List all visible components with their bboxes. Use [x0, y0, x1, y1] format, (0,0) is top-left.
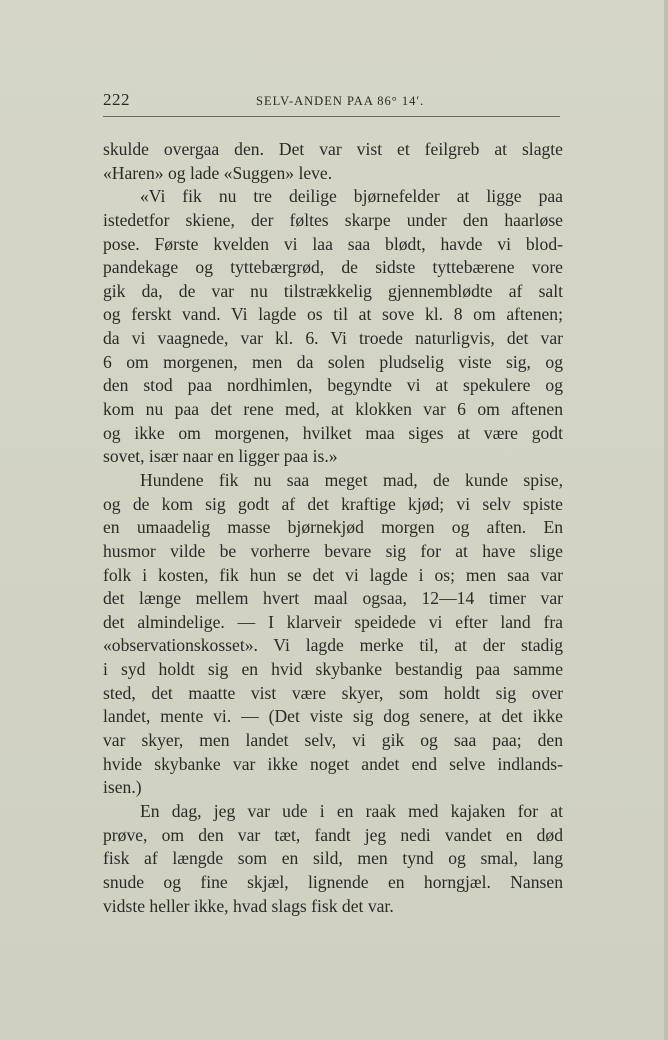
text-line: «observationskosset». Vi lagde merke til, at der stadig [103, 635, 563, 656]
text-line: pose. Første kvelden vi laa saa blødt, havde vi blod- [103, 233, 563, 254]
text-line: snude og fine skjæl, lignende en horngjæl. Nansen [103, 871, 563, 892]
text-line: og ferskt vand. Vi lagde os til at sove kl. 8 om aftenen; [103, 304, 563, 325]
text-line: og ikke om morgenen, hvilket maa siges at være godt [103, 422, 563, 443]
text-line: hvide skybanke var ikke noget andet end selve indlands- [103, 753, 563, 774]
text-line: «Haren» og lade «Suggen» leve. [103, 162, 333, 183]
text-line: «Vi fik nu tre deilige bjørnefelder at ligge paa [140, 186, 563, 207]
text-line: folk i kosten, fik hun se det vi lagde i os; men saa var [103, 564, 563, 585]
text-line: sted, det maatte vist være skyer, som holdt sig over [103, 682, 563, 703]
text-line: en umaadelig masse bjørnekjød morgen og aften. En [103, 517, 563, 538]
text-line: vidste heller ikke, hvad slags fisk det var. [103, 895, 394, 916]
text-line: den stod paa nordhimlen, begyndte vi at spekulere og [103, 375, 563, 396]
text-line: prøve, om den var tæt, fandt jeg nedi vandet en død [103, 824, 563, 845]
text-line: det almindelige. — I klarveir speidede vi efter land fra [103, 611, 563, 632]
text-line: kom nu paa det rene med, at klokken var 6 om aftenen [103, 399, 563, 420]
page-edge [664, 0, 668, 1040]
text-line: En dag, jeg var ude i en raak med kajaken for at [140, 800, 563, 821]
text-line: da vi vaagnede, var kl. 6. Vi troede naturligvis, det var [103, 328, 563, 349]
text-line: 6 om morgenen, men da solen pludselig viste sig, og [103, 351, 563, 372]
running-title: SELV-ANDEN PAA 86° 14′. [256, 94, 425, 108]
text-line: og de kom sig godt af det kraftige kjød; vi selv spiste [103, 493, 563, 514]
text-line: det længe mellem hvert maal ogsaa, 12—14 timer var [103, 588, 563, 609]
text-line: sovet, især naar en ligger paa is.» [103, 446, 338, 467]
text-line: fisk af længde som en sild, men tynd og smal, lang [103, 848, 563, 869]
page-header [103, 88, 558, 114]
text-line: landet, mente vi. — (Det viste sig dog senere, at det ikke [103, 706, 563, 727]
body-text [103, 138, 563, 918]
text-line: istedetfor skiene, der føltes skarpe under den haarløse [103, 209, 563, 230]
text-line: i syd holdt sig en hvid skybanke bestandig paa samme [103, 659, 563, 680]
text-line: pandekage og tyttebærgrød, de sidste tyttebærene vore [103, 257, 563, 278]
text-line: var skyer, men landet selv, vi gik og saa paa; den [103, 730, 563, 751]
text-line: isen.) [103, 777, 142, 798]
text-line: Hundene fik nu saa meget mad, de kunde spise, [140, 469, 563, 490]
text-line: husmor vilde be vorherre bevare sig for at have slige [103, 540, 563, 561]
text-line: skulde overgaa den. Det var vist et feilgreb at slagte [103, 139, 563, 159]
text-line: gik da, de var nu tilstrækkelig gjennemblødte af salt [103, 280, 563, 301]
header-rule [103, 116, 560, 117]
page-number: 222 [103, 90, 130, 109]
